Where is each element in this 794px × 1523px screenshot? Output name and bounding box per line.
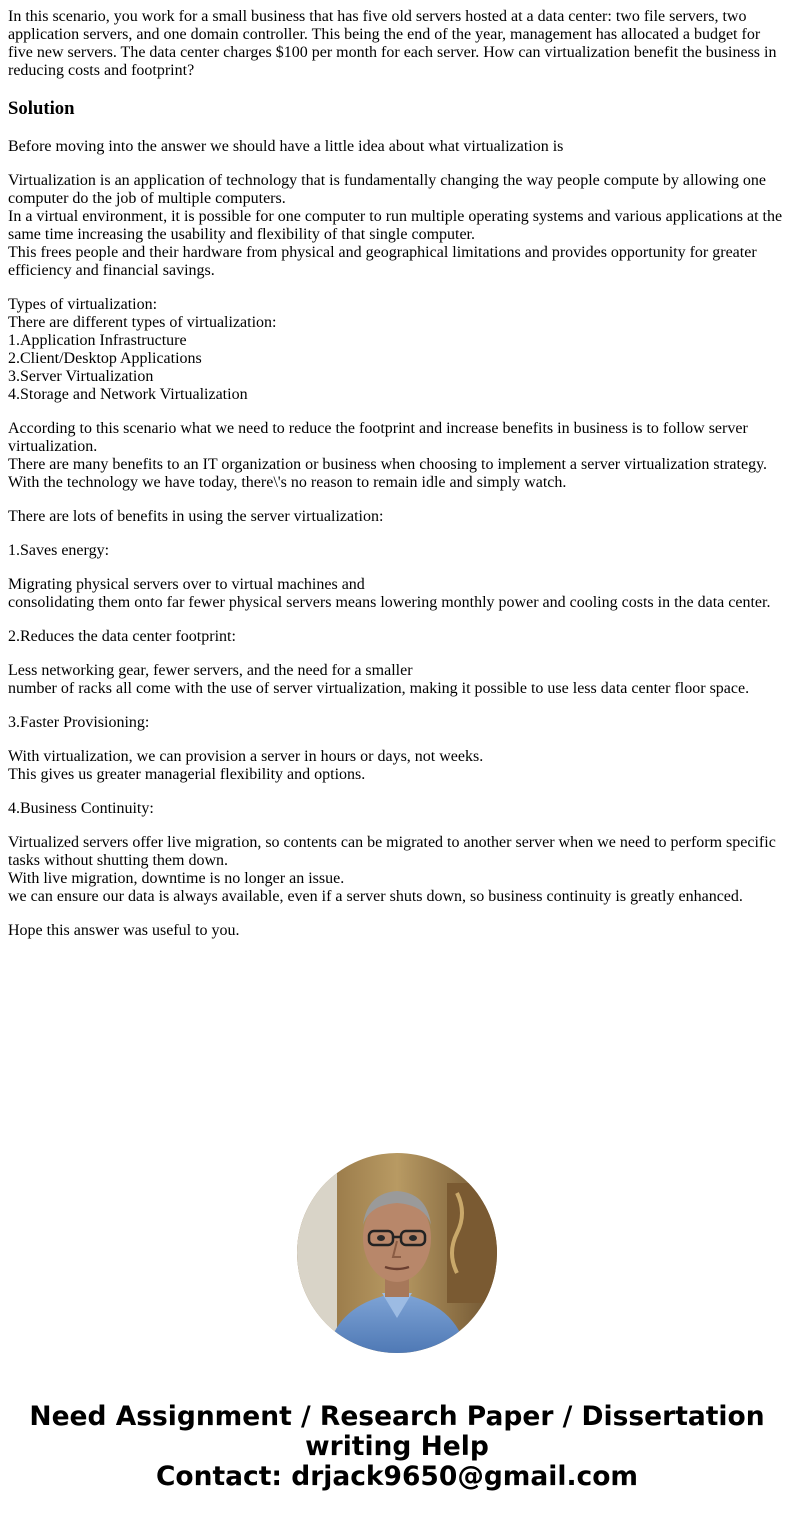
scenario-line: According to this scenario what we need to reduce the footprint and increase benefits in business is to follow server virtualization. <box>8 420 748 455</box>
scenario-line: With the technology we have today, there\'s no reason to remain idle and simply watch. <box>8 474 567 491</box>
benefit-body <box>8 576 786 612</box>
benefit-line: we can ensure our data is always available, even if a server shuts down, so business continuity is greatly enhanced. <box>8 888 743 905</box>
scenario-line: There are many benefits to an IT organization or business when choosing to implement a server virtualization strategy. <box>8 456 768 473</box>
banner-line: writing Help <box>305 1431 489 1462</box>
answer-document <box>8 8 786 956</box>
benefit-title: 4.Business Continuity: <box>8 800 154 817</box>
types-line: Types of virtualization: <box>8 296 158 313</box>
benefit-title: 1.Saves energy: <box>8 542 110 559</box>
types-paragraph <box>8 296 786 404</box>
benefit-line: With live migration, downtime is no longer an issue. <box>8 870 345 887</box>
types-list-item: 2.Client/Desktop Applications <box>8 350 202 367</box>
benefit-line: This gives us greater managerial flexibility and options. <box>8 766 366 783</box>
types-list-item: 1.Application Infrastructure <box>8 332 187 349</box>
scenario-paragraph <box>8 420 786 492</box>
types-list-item: 4.Storage and Network Virtualization <box>8 386 248 403</box>
contact-email: Contact: drjack9650@gmail.com <box>155 1461 639 1492</box>
benefit-title: 2.Reduces the data center footprint: <box>8 628 236 645</box>
benefit-line: Virtualized servers offer live migration, so contents can be migrated to another server when we need to perform specific tasks without shutting them down. <box>8 834 776 869</box>
benefit-line: number of racks all come with the use of server virtualization, making it possible to use less data center floor space. <box>8 680 750 697</box>
benefit-body <box>8 662 786 698</box>
closing-text: Hope this answer was useful to you. <box>8 922 240 939</box>
avatar <box>297 1153 497 1353</box>
benefit-line: Migrating physical servers over to virtual machines and <box>8 576 365 593</box>
intro-text: Before moving into the answer we should have a little idea about what virtualization is <box>8 138 564 155</box>
definition-paragraph <box>8 172 786 280</box>
benefit-line: consolidating them onto far fewer physical servers means lowering monthly power and cooling costs in the data center. <box>8 594 771 611</box>
benefit-body <box>8 748 786 784</box>
types-line: There are different types of virtualization: <box>8 314 277 331</box>
definition-line: In a virtual environment, it is possible for one computer to run multiple operating systems and various applications at the same time increasing the usability and flexibility of that single computer. <box>8 208 783 243</box>
benefit-line: With virtualization, we can provision a server in hours or days, not weeks. <box>8 748 484 765</box>
solution-heading: Solution <box>8 98 75 119</box>
question-text: In this scenario, you work for a small business that has five old servers hosted at a data center: two file servers, two application servers, and one domain controller. This being the end of the year, management has allocated a budget for five new servers. The data center charges $100 per month for each server. How can virtualization benefit the business in reducing costs and footprint? <box>8 8 777 79</box>
types-list-item: 3.Server Virtualization <box>8 368 154 385</box>
contact-banner <box>0 1402 794 1492</box>
benefit-body <box>8 834 786 906</box>
benefits-intro: There are lots of benefits in using the server virtualization: <box>8 508 384 525</box>
benefit-title: 3.Faster Provisioning: <box>8 714 150 731</box>
definition-line: Virtualization is an application of technology that is fundamentally changing the way people compute by allowing one computer do the job of multiple computers. <box>8 172 766 207</box>
benefit-line: Less networking gear, fewer servers, and the need for a smaller <box>8 662 413 679</box>
definition-line: This frees people and their hardware from physical and geographical limitations and provides opportunity for greater efficiency and financial savings. <box>8 244 757 279</box>
banner-line: Need Assignment / Research Paper / Dissertation <box>29 1401 765 1432</box>
avatar-portrait-image <box>297 1153 497 1353</box>
